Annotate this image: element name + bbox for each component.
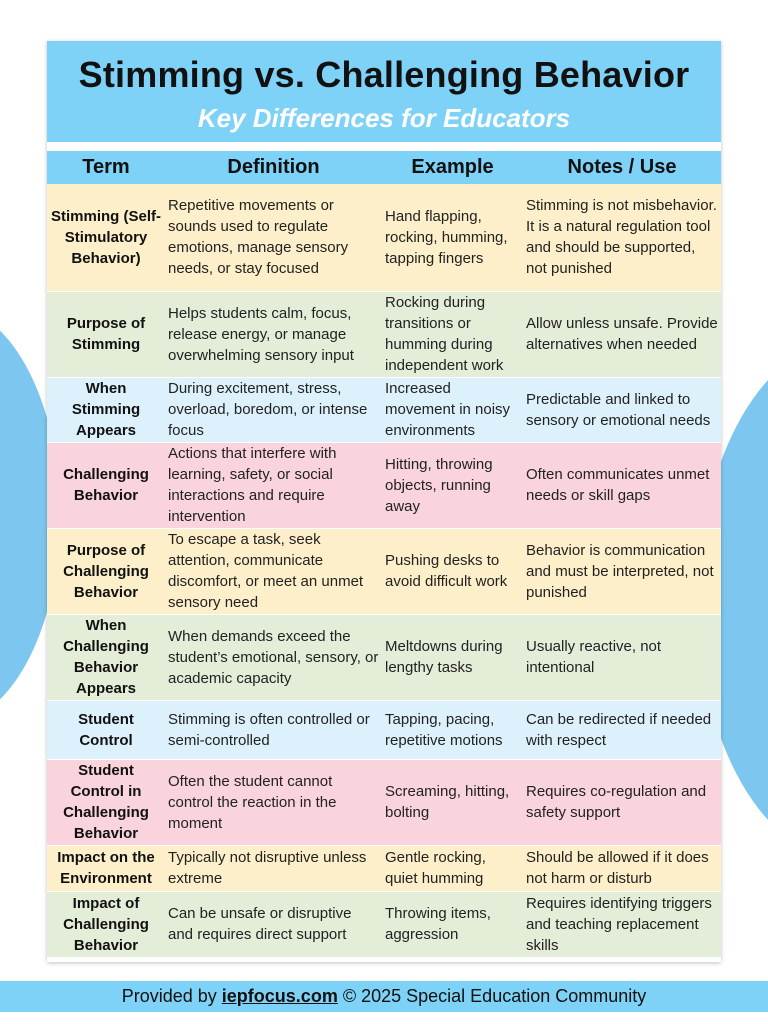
table-row [47, 377, 721, 442]
example-cell: Rocking during transitions or humming during independent work [382, 291, 523, 377]
example-cell: Meltdowns during lengthy tasks [382, 614, 523, 700]
example-cell: Increased movement in noisy environments [382, 377, 523, 442]
example-cell: Screaming, hitting, bolting [382, 759, 523, 845]
table-row [47, 291, 721, 377]
term-cell: Purpose of Stimming [47, 291, 165, 377]
notes-cell: Allow unless unsafe. Provide alternatives when needed [523, 291, 721, 377]
table-row [47, 614, 721, 700]
table-row [47, 759, 721, 845]
term-cell: Impact of Challenging Behavior [47, 891, 165, 957]
footer-link[interactable]: iepfocus.com [221, 986, 338, 1006]
infographic-card [47, 41, 721, 962]
notes-cell: Stimming is not misbehavior. It is a natural regulation tool and should be supported, not punished [523, 184, 721, 291]
table-row [47, 845, 721, 891]
example-cell: Throwing items, aggression [382, 891, 523, 957]
table-header-row [47, 151, 721, 184]
definition-cell: Often the student cannot control the reaction in the moment [165, 759, 382, 845]
footer-suffix: © 2025 Special Education Community [337, 986, 647, 1006]
column-header-example: Example [382, 151, 523, 184]
table-row [47, 442, 721, 528]
term-cell: Purpose of Challenging Behavior [47, 528, 165, 614]
column-header-definition: Definition [165, 151, 382, 184]
term-cell: Stimming (Self-Stimulatory Behavior) [47, 184, 165, 291]
table-row [47, 891, 721, 957]
column-header-notes: Notes / Use [523, 151, 721, 184]
definition-cell: Typically not disruptive unless extreme [165, 845, 382, 891]
term-cell: Student Control in Challenging Behavior [47, 759, 165, 845]
definition-cell: To escape a task, seek attention, communicate discomfort, or meet an unmet sensory need [165, 528, 382, 614]
term-cell: When Challenging Behavior Appears [47, 614, 165, 700]
footer-prefix: Provided by [121, 986, 222, 1006]
term-cell: Challenging Behavior [47, 442, 165, 528]
table-row [47, 184, 721, 291]
page-subtitle: Key Differences for Educators [197, 103, 571, 133]
example-cell: Tapping, pacing, repetitive motions [382, 700, 523, 759]
term-cell: When Stimming Appears [47, 377, 165, 442]
notes-cell: Often communicates unmet needs or skill gaps [523, 442, 721, 528]
notes-cell: Can be redirected if needed with respect [523, 700, 721, 759]
table-row [47, 700, 721, 759]
definition-cell: Repetitive movements or sounds used to regulate emotions, manage sensory needs, or stay focused [165, 184, 382, 291]
example-cell: Gentle rocking, quiet humming [382, 845, 523, 891]
notes-cell: Requires co-regulation and safety support [523, 759, 721, 845]
definition-cell: Helps students calm, focus, release energy, or manage overwhelming sensory input [165, 291, 382, 377]
column-header-term: Term [47, 151, 165, 184]
notes-cell: Predictable and linked to sensory or emotional needs [523, 377, 721, 442]
term-cell: Impact on the Environment [47, 845, 165, 891]
table-row [47, 528, 721, 614]
example-cell: Hand flapping, rocking, humming, tapping fingers [382, 184, 523, 291]
title-banner [47, 41, 721, 142]
page-title: Stimming vs. Challenging Behavior [78, 54, 690, 95]
definition-cell: Can be unsafe or disruptive and requires direct support [165, 891, 382, 957]
definition-cell: Stimming is often controlled or semi-controlled [165, 700, 382, 759]
notes-cell: Requires identifying triggers and teaching replacement skills [523, 891, 721, 957]
term-cell: Student Control [47, 700, 165, 759]
definition-cell: During excitement, stress, overload, boredom, or intense focus [165, 377, 382, 442]
comparison-table [47, 151, 721, 958]
definition-cell: When demands exceed the student’s emotional, sensory, or academic capacity [165, 614, 382, 700]
definition-cell: Actions that interfere with learning, safety, or social interactions and require intervention [165, 442, 382, 528]
footer-credit [0, 981, 768, 1012]
example-cell: Pushing desks to avoid difficult work [382, 528, 523, 614]
example-cell: Hitting, throwing objects, running away [382, 442, 523, 528]
notes-cell: Behavior is communication and must be interpreted, not punished [523, 528, 721, 614]
banner-gap [47, 142, 721, 151]
notes-cell: Usually reactive, not intentional [523, 614, 721, 700]
notes-cell: Should be allowed if it does not harm or disturb [523, 845, 721, 891]
